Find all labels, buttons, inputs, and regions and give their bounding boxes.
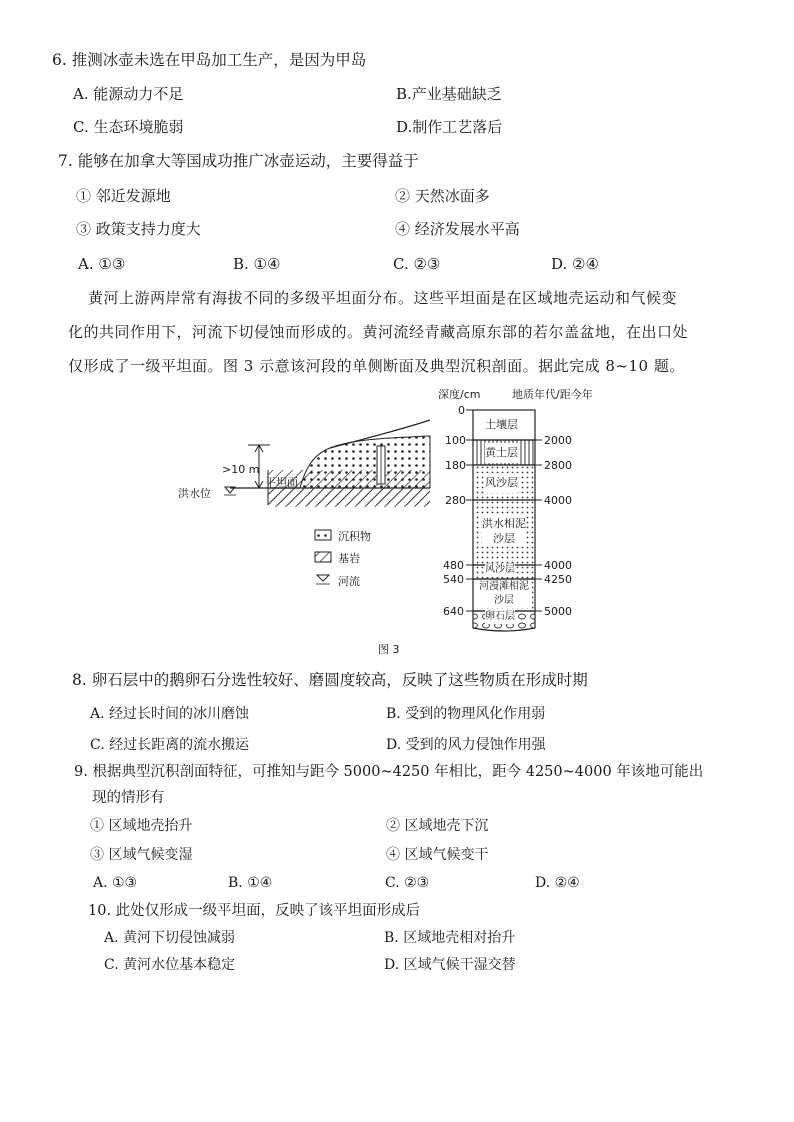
legend-sediment-swatch <box>315 530 331 540</box>
q6-stem: 6. 推测冰壶未选在甲岛加工生产，是因为甲岛 <box>52 51 367 69</box>
q6-option-c: C. 生态环境脆弱 <box>73 118 184 136</box>
flood-level-label: 洪水位 <box>178 487 211 500</box>
q10-option-a: A. 黄河下切侵蚀减弱 <box>104 930 236 946</box>
q7-stem: 7. 能够在加拿大等国成功推广冰壶运动，主要得益于 <box>58 152 419 170</box>
depth-100: 100 <box>445 434 466 447</box>
legend <box>315 530 331 584</box>
q8-option-a: A. 经过长时间的冰川磨蚀 <box>90 706 250 722</box>
q7-option-c: C. ②③ <box>393 255 441 273</box>
layer-label-soil: 土壤层 <box>485 418 518 431</box>
q9-stem-line-1: 9. 根据典型沉积剖面特征，可推知与距今 5000~4250 年相比，距今 4250~4000 年该地可能出 <box>74 764 704 780</box>
legend-sediment-label: 沉积物 <box>338 530 371 543</box>
depth-0: 0 <box>458 404 465 417</box>
layer-label-floodplain: 河漫滩相泥沙层 <box>476 580 532 608</box>
q9-option-a: A. ①③ <box>93 875 138 891</box>
legend-river-label: 河流 <box>338 575 360 588</box>
depth-header: 深度/cm <box>438 388 481 401</box>
q7-statement-2: ② 天然冰面多 <box>395 187 490 205</box>
height-label: >10 m <box>222 463 260 476</box>
q8-option-b: B. 受到的物理风化作用弱 <box>386 706 546 722</box>
q10-option-b: B. 区域地壳相对抬升 <box>384 930 516 946</box>
age-2000: 2000 <box>544 434 572 447</box>
q8-option-d: D. 受到的风力侵蚀作用强 <box>386 737 546 753</box>
q7-statement-4: ④ 经济发展水平高 <box>395 220 520 238</box>
q10-option-d: D. 区域气候干湿交替 <box>384 957 516 973</box>
q6-option-b: B.产业基础缺乏 <box>396 85 502 103</box>
passage-line-2: 化的共同作用下，河流下切侵蚀而形成的。黄河流经青藏高原东部的若尔盖盆地，在出口处 <box>68 323 689 341</box>
age-header: 地质年代/距今年 <box>512 388 593 401</box>
q8-option-c: C. 经过长距离的流水搬运 <box>90 737 250 753</box>
depth-540: 540 <box>443 573 464 586</box>
q6-option-a: A. 能源动力不足 <box>73 85 184 103</box>
legend-bedrock-label: 基岩 <box>338 552 360 565</box>
legend-bedrock-swatch <box>315 552 331 562</box>
passage-line-3: 仅形成了一级平坦面。图 3 示意该河段的单侧断面及典型沉积剖面。据此完成 8~10 题。 <box>68 357 685 375</box>
layer-label-pebble: 卵石层 <box>485 611 515 622</box>
q7-option-a: A. ①③ <box>78 255 126 273</box>
q9-option-c: C. ②③ <box>385 875 430 891</box>
q6-option-d: D.制作工艺落后 <box>396 118 503 136</box>
depth-280: 280 <box>445 494 466 507</box>
q10-stem: 10. 此处仅形成一级平坦面，反映了该平坦面形成后 <box>88 903 421 919</box>
q7-statement-1: ① 邻近发源地 <box>76 187 171 205</box>
age-4000-b: 4000 <box>544 559 572 572</box>
figure-caption: 图 3 <box>378 643 400 656</box>
age-2800: 2800 <box>544 459 572 472</box>
depth-180: 180 <box>445 459 466 472</box>
q10-option-c: C. 黄河水位基本稳定 <box>104 957 236 973</box>
q7-option-b: B. ①④ <box>233 255 281 273</box>
sediment-body <box>300 436 430 488</box>
layer-label-aeolian-1: 风沙层 <box>485 473 518 493</box>
q8-stem: 8. 卵石层中的鹅卵石分选性较好、磨圆度较高，反映了这些物质在形成时期 <box>72 671 588 689</box>
legend-river-symbol <box>317 575 329 581</box>
q9-statement-2: ② 区域地壳下沉 <box>386 818 489 834</box>
depth-480: 480 <box>443 559 464 572</box>
layer-label-aeolian-2: 风沙层 <box>485 564 515 575</box>
q7-statement-3: ③ 政策支持力度大 <box>76 220 201 238</box>
layer-label-flood: 洪水相泥沙层 <box>482 517 526 545</box>
q9-option-d: D. ②④ <box>535 875 580 891</box>
age-4250: 4250 <box>544 573 572 586</box>
q9-option-b: B. ①④ <box>228 875 273 891</box>
q7-option-d: D. ②④ <box>551 255 599 273</box>
passage-line-1: 黄河上游两岸常有海拔不同的多级平坦面分布。这些平坦面是在区域地壳运动和气候变 <box>88 289 678 307</box>
terrace-label: 平坦面 <box>265 476 298 489</box>
q9-stem-line-2: 现的情形有 <box>92 790 165 806</box>
q9-statement-4: ④ 区域气候变干 <box>386 847 489 863</box>
q9-statement-1: ① 区域地壳抬升 <box>90 818 193 834</box>
q9-statement-3: ③ 区域气候变湿 <box>90 847 193 863</box>
age-5000: 5000 <box>544 605 572 618</box>
depth-640: 640 <box>443 605 464 618</box>
age-4000-a: 4000 <box>544 494 572 507</box>
layer-label-loess: 黄土层 <box>485 443 518 463</box>
